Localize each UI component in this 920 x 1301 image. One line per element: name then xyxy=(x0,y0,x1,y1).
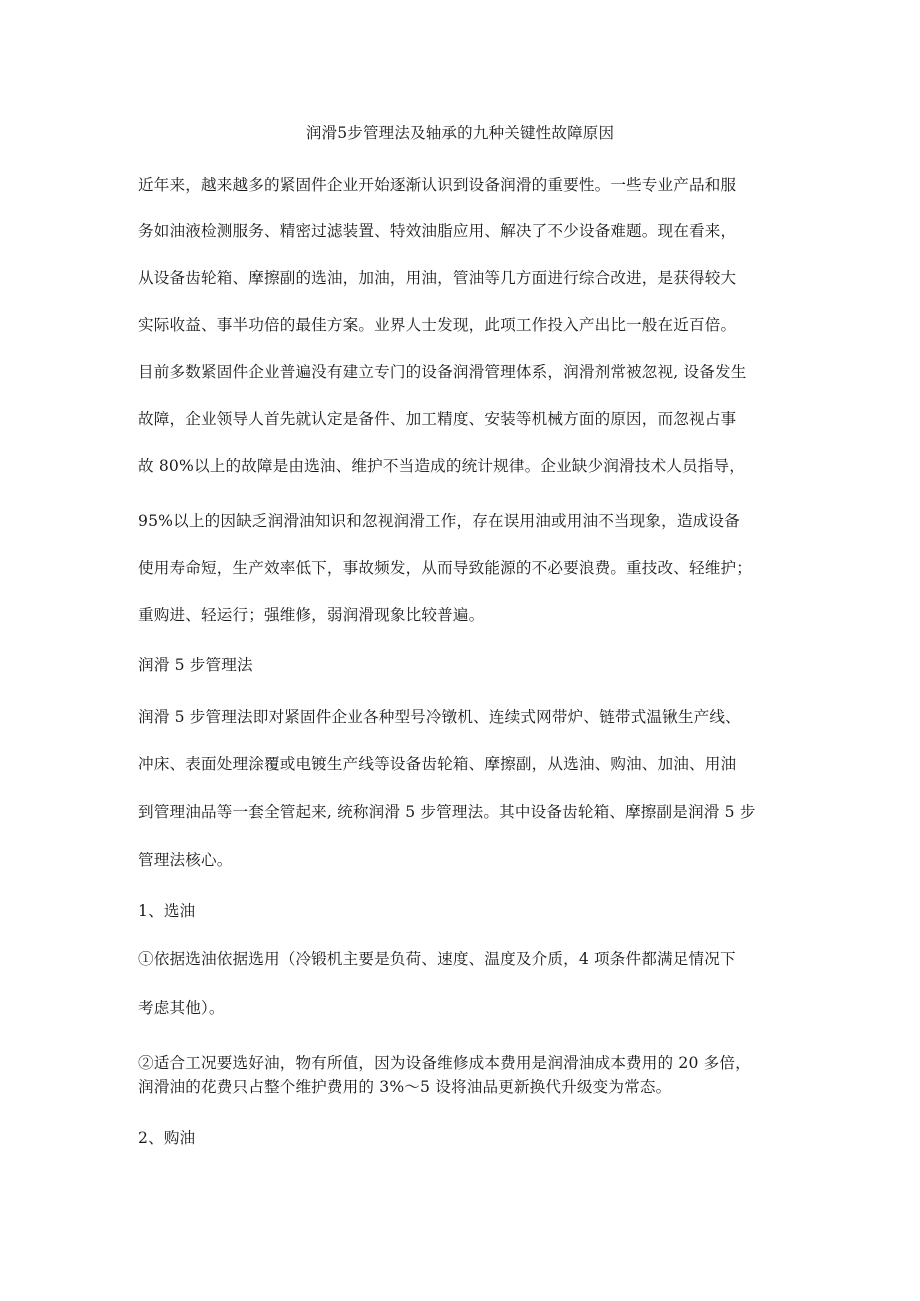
text-line: 使用寿命短，生产效率低下，事故频发，从而导致能源的不必要浪费。重技改、轻维护； xyxy=(138,559,753,577)
text-line: ①依据选油依据选用（冷锻机主要是负荷、速度、温度及介质，4 项条件都满足情况下 xyxy=(138,950,736,968)
subheading: 1、选油 xyxy=(138,902,196,920)
text-line: 管理法核心。 xyxy=(138,851,233,869)
text-line: 实际收益、事半功倍的最佳方案。业界人士发现，此项工作投入产出比一般在近百倍。 xyxy=(138,316,737,334)
subheading: 2、购油 xyxy=(138,1129,196,1147)
text-line: 95%以上的因缺乏润滑油知识和忽视润滑工作，存在误用油或用油不当现象，造成设备 xyxy=(138,512,740,530)
document-title: 润滑5步管理法及轴承的九种关键性故障原因 xyxy=(305,124,615,142)
text-line: ②适合工况要选好油，物有所值，因为设备维修成本费用是润滑油成本费用的 20 多倍， xyxy=(138,1054,751,1072)
text-line: 重购进、轻运行；强维修，弱润滑现象比较普遍。 xyxy=(138,606,485,624)
text-line: 故 80%以上的故障是由选油、维护不当造成的统计规律。企业缺少润滑技术人员指导， xyxy=(138,457,745,475)
text-line: 考虑其他）。 xyxy=(138,999,225,1017)
text-line: 务如油液检测服务、精密过滤装置、特效油脂应用、解决了不少设备难题。现在看来， xyxy=(138,222,737,240)
text-line: 到管理油品等一套全管起来, 统称润滑 5 步管理法。其中设备齿轮箱、摩擦副是润滑 5 步 xyxy=(138,803,756,821)
text-line: 故障，企业领导人首先就认定是备件、加工精度、安装等机械方面的原因，而忽视占事 xyxy=(138,410,737,428)
text-line: 润滑油的花费只占整个维护费用的 3%～5 设将油品更新换代升级变为常态。 xyxy=(138,1078,672,1096)
text-line: 润滑 5 步管理法即对紧固件企业各种型号冷镦机、连续式网带炉、链带式温锹生产线、 xyxy=(138,708,741,726)
section-heading: 润滑 5 步管理法 xyxy=(138,656,253,674)
text-line: 冲床、表面处理涂覆或电镀生产线等设备齿轮箱、摩擦副，从选油、购油、加油、用油 xyxy=(138,755,737,773)
text-line: 近年来，越来越多的紧固件企业开始逐渐认识到设备润滑的重要性。一些专业产品和服 xyxy=(138,176,737,194)
text-line: 从设备齿轮箱、摩擦副的选油，加油，用油，管油等几方面进行综合改进，是获得较大 xyxy=(138,269,737,287)
text-line: 目前多数紧固件企业普遍没有建立专门的设备润滑管理体系，润滑剂常被忽视, 设备发生 xyxy=(138,363,747,381)
